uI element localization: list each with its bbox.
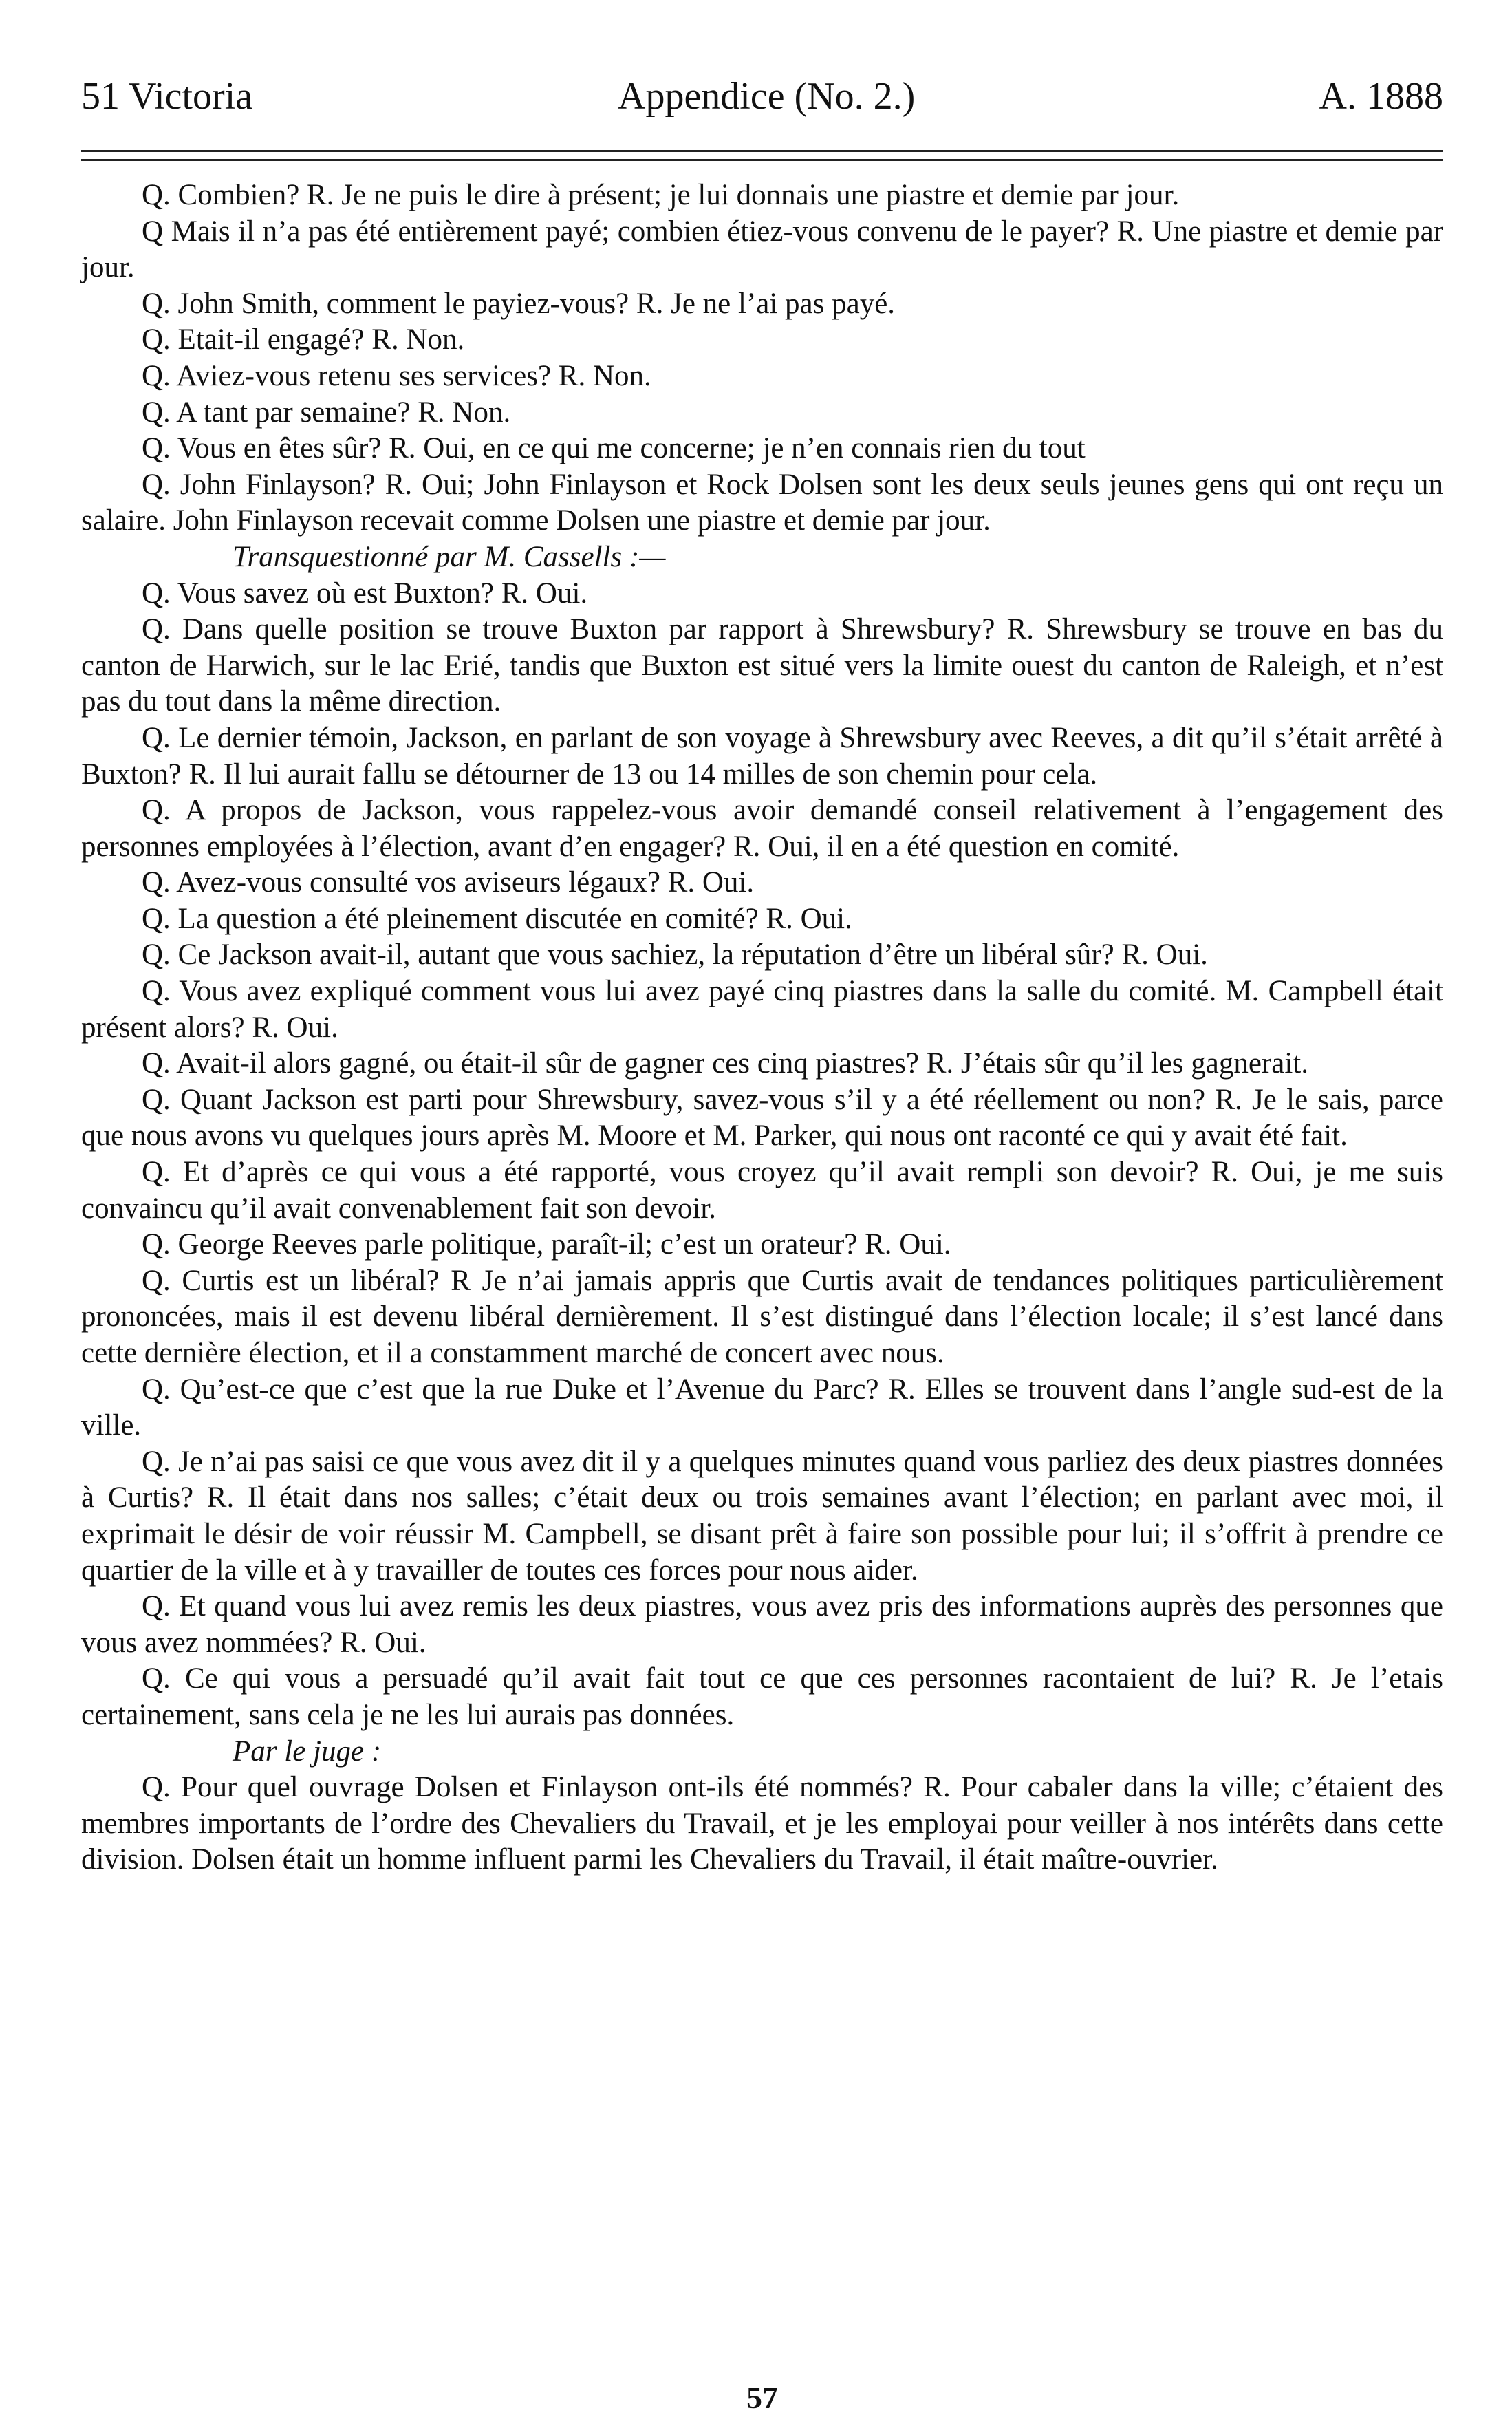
paragraph: Q. John Finlayson? R. Oui; John Finlayson et Rock Dolsen sont les deux seuls jeunes gens qui ont reçu un salaire. John Finlayson recevait comme Dolsen une piastre et demie par jour. [81, 468, 1443, 537]
paragraph: Q. Je n’ai pas saisi ce que vous avez dit il y a quelques minutes quand vous parliez des deux piastres données à Curtis? R. Il était dans nos salles; c’était deux ou trois semaines avant l’élection; en parlant avec moi, il exprimait le désir de voir réussir M. Campbell, se disant prêt à faire son possible pour lui; il s’offrit à prendre ce quartier de la ville et à y travailler de toutes ces forces pour nous aider. [81, 1445, 1443, 1587]
paragraph: Q. Avez-vous consulté vos aviseurs légaux? R. Oui. [142, 866, 755, 899]
cross-examination-heading: Transquestionné par M. Cassells :— [233, 540, 666, 573]
header-double-rule [81, 150, 1443, 161]
paragraph: Q. Curtis est un libéral? R Je n’ai jamais appris que Curtis avait de tendances politiques particulièrement prononcées, mais il est devenu libéral dernièrement. Il s’est distingué dans l’élection locale; il s’est lancé dans cette dernière élection, et il a constamment marché de concert avec nous. [81, 1264, 1443, 1369]
paragraph: Q. Ce Jackson avait-il, autant que vous sachiez, la réputation d’être un libéral sûr? R. Oui. [142, 939, 1208, 972]
paragraph: Q. Dans quelle position se trouve Buxton par rapport à Shrewsbury? R. Shrewsbury se trouve en bas du canton de Harwich, sur le lac Erié, tandis que Buxton est situé vers la limite ouest du canton de Raleigh, et n’est pas du tout dans la même direction. [81, 613, 1443, 718]
paragraph: Q. A propos de Jackson, vous rappelez-vous avoir demandé conseil relativement à l’engagement des personnes employées à l’élection, avant d’en engager? R. Oui, il en a été question en comité. [81, 794, 1443, 863]
header-year: A. 1888 [1319, 75, 1443, 118]
paragraph: Q. Combien? R. Je ne puis le dire à présent; je lui donnais une piastre et demie par jour. [142, 179, 1180, 211]
header-session: 51 Victoria [81, 75, 253, 118]
paragraph: Q. George Reeves parle politique, paraît-il; c’est un orateur? R. Oui. [142, 1228, 951, 1261]
header-appendix: Appendice (No. 2.) [618, 75, 916, 118]
running-header [81, 69, 1443, 124]
paragraph: Q. La question a été pleinement discutée en comité? R. Oui. [142, 902, 852, 935]
paragraph: Q. Aviez-vous retenu ses services? R. Non. [142, 359, 651, 392]
paragraph: Q. Vous avez expliqué comment vous lui avez payé cinq piastres dans la salle du comité. M. Campbell était présent alors? R. Oui. [81, 975, 1443, 1044]
paragraph: Q. Et quand vous lui avez remis les deux piastres, vous avez pris des informations auprès des personnes que vous avez nommées? R. Oui. [81, 1590, 1443, 1659]
paragraph: Q. John Smith, comment le payiez-vous? R. Je ne l’ai pas payé. [142, 287, 896, 320]
paragraph: Q. Vous en êtes sûr? R. Oui, en ce qui me concerne; je n’en connais rien du tout [142, 432, 1086, 465]
judge-heading: Par le juge : [233, 1735, 382, 1768]
paragraph: Q. Ce qui vous a persuadé qu’il avait fait tout ce que ces personnes racontaient de lui? R. Je l’etais certainement, sans cela je ne les lui aurais pas données. [81, 1662, 1443, 1731]
paragraph: Q. Vous savez où est Buxton? R. Oui. [142, 577, 588, 610]
paragraph: Q Mais il n’a pas été entièrement payé; combien étiez-vous convenu de le payer? R. Une piastre et demie par jour. [81, 215, 1443, 284]
document-page [81, 69, 1443, 2415]
paragraph: Q. Et d’après ce qui vous a été rapporté, vous croyez qu’il avait rempli son devoir? R. Oui, je me suis convaincu qu’il avait convenablement fait son devoir. [81, 1156, 1443, 1225]
paragraph: Q. Pour quel ouvrage Dolsen et Finlayson ont-ils été nommés? R. Pour cabaler dans la ville; c’étaient des membres importants de l’ordre des Chevaliers du Travail, et je les employai pour veiller à nos intérêts dans cette division. Dolsen était un homme influent parmi les Chevaliers du Travail, il était maître-ouvrier. [81, 1771, 1443, 1876]
paragraph: Q. A tant par semaine? R. Non. [142, 396, 511, 429]
paragraph: Q. Avait-il alors gagné, ou était-il sûr de gagner ces cinq piastres? R. J’étais sûr qu’il les gagnerait. [142, 1047, 1309, 1080]
page-number: 57 [746, 2380, 778, 2415]
testimony-body [81, 178, 1443, 1878]
paragraph: Q. Etait-il engagé? R. Non. [142, 323, 465, 356]
paragraph: Q. Quant Jackson est parti pour Shrewsbury, savez-vous s’il y a été réellement ou non? R. Je le sais, parce que nous avons vu quelques jours après M. Moore et M. Parker, qui nous ont raconté ce qui y avait été fait. [81, 1083, 1443, 1152]
paragraph: Q. Le dernier témoin, Jackson, en parlant de son voyage à Shrewsbury avec Reeves, a dit qu’il s’était arrêté à Buxton? R. Il lui aurait fallu se détourner de 13 ou 14 milles de son chemin pour cela. [81, 721, 1443, 791]
paragraph: Q. Qu’est-ce que c’est que la rue Duke et l’Avenue du Parc? R. Elles se trouvent dans l’angle sud-est de la ville. [81, 1373, 1443, 1442]
